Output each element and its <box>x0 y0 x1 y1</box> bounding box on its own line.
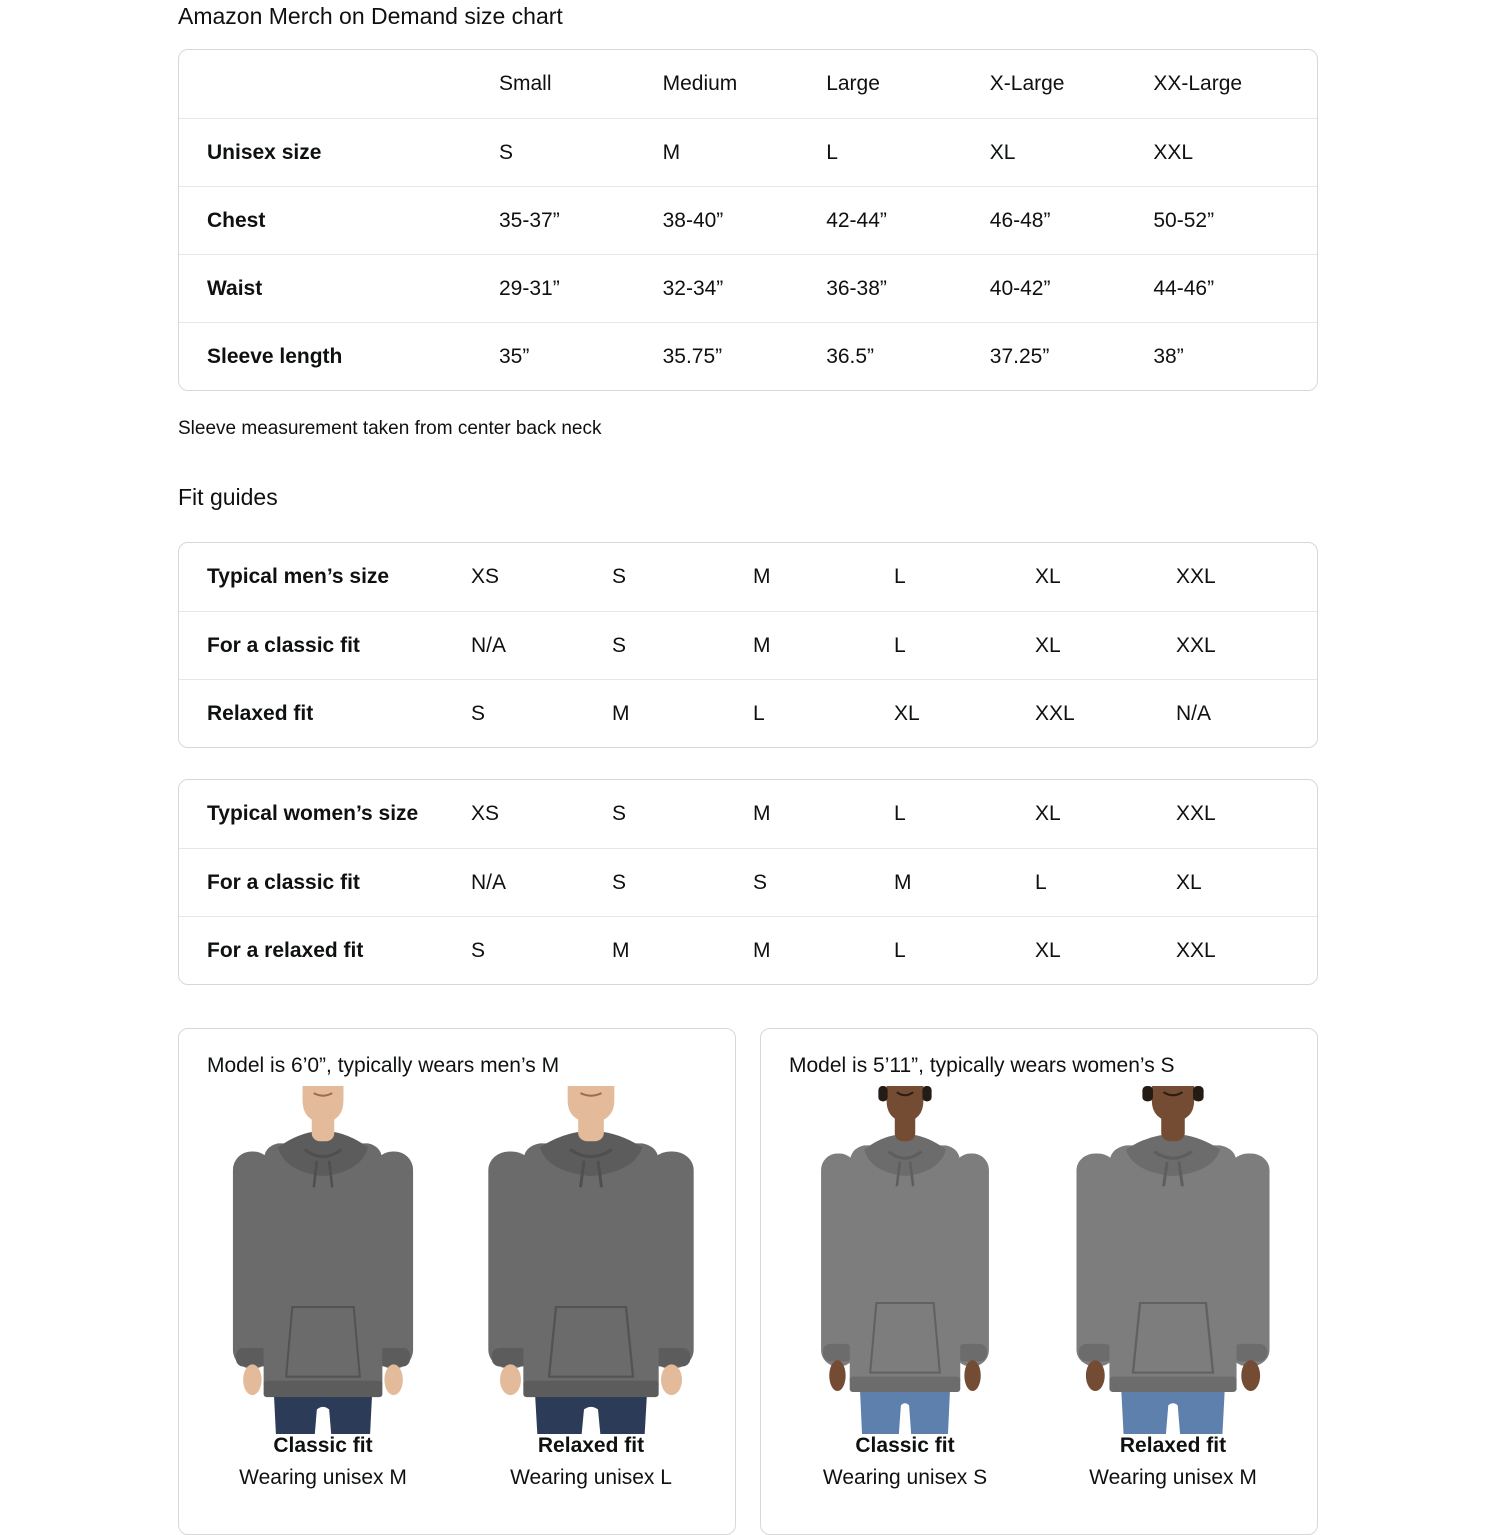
size-chart-header-row <box>179 50 1317 118</box>
size-chart-table <box>178 49 1318 391</box>
womens-model-card <box>760 1028 1318 1535</box>
column-header-xxlarge: XX-Large <box>1153 72 1243 95</box>
mens-fit-table <box>178 542 1318 748</box>
fit-cell: S <box>612 870 627 894</box>
fit-cell: M <box>612 701 630 725</box>
row-label: Relaxed fit <box>207 701 314 725</box>
model-card-title: Model is 5’11”, typically wears women’s S <box>789 1054 1175 1077</box>
fit-cell: M <box>894 870 912 894</box>
column-header-large: Large <box>826 72 880 95</box>
size-cell: M <box>662 140 681 164</box>
fit-cell: S <box>753 870 768 894</box>
column-header-small: Small <box>499 72 552 95</box>
fit-cell: M <box>753 633 771 657</box>
model-figure-classic <box>784 1086 1026 1490</box>
fit-cell: L <box>894 802 906 825</box>
fit-caption: Wearing unisex S <box>822 1466 988 1489</box>
fit-cell: XL <box>1035 938 1061 962</box>
model-figure-relaxed <box>1052 1086 1294 1490</box>
fit-cell: S <box>471 938 486 962</box>
size-cell: 29-31” <box>499 276 560 300</box>
fit-name: Relaxed fit <box>1119 1434 1227 1457</box>
size-cell: 42-44” <box>826 208 887 232</box>
fit-cell: XS <box>471 802 500 825</box>
size-cell: 32-34” <box>662 276 724 300</box>
fit-row-classic-fit <box>179 848 1317 916</box>
fit-cell: M <box>753 565 771 588</box>
table-row-waist <box>179 254 1317 322</box>
row-label: Typical women’s size <box>207 802 419 825</box>
size-cell: L <box>826 140 838 164</box>
mens-model-card <box>178 1028 736 1535</box>
male-relaxed-model-photo <box>478 1086 704 1434</box>
fit-cell: L <box>1035 870 1047 894</box>
row-label: Chest <box>207 208 266 232</box>
fit-cell: L <box>894 938 906 962</box>
fit-cell: XXL <box>1035 701 1075 725</box>
row-label: For a classic fit <box>207 870 360 894</box>
size-cell: XXL <box>1153 140 1194 164</box>
size-cell: 37.25” <box>989 344 1050 368</box>
fit-cell: S <box>612 633 627 657</box>
fit-cell: XL <box>1035 633 1061 657</box>
size-cell: 40-42” <box>989 276 1051 300</box>
model-card-title: Model is 6’0”, typically wears men’s M <box>207 1054 560 1077</box>
column-header-medium: Medium <box>662 72 738 95</box>
fit-caption: Wearing unisex M <box>1089 1466 1257 1489</box>
fit-cell: XL <box>1035 565 1061 588</box>
table-row-unisex-size <box>179 118 1317 186</box>
page-title: Amazon Merch on Demand size chart <box>178 3 563 29</box>
fit-cell: M <box>753 802 771 825</box>
fit-cell: XXL <box>1176 565 1216 588</box>
fit-cell: M <box>753 938 771 962</box>
model-figures <box>179 1086 735 1490</box>
size-cell: 35.75” <box>662 344 723 368</box>
fit-row-typical-mens-size <box>179 543 1317 611</box>
row-label: For a relaxed fit <box>207 938 364 962</box>
womens-fit-table <box>178 779 1318 985</box>
fit-cell: XXL <box>1176 633 1216 657</box>
size-cell: S <box>499 140 514 164</box>
fit-cell: N/A <box>471 870 507 894</box>
model-cards-row <box>178 1028 1318 1535</box>
fit-cell: S <box>612 565 627 588</box>
female-relaxed-model-photo <box>1060 1086 1286 1434</box>
male-classic-model-photo <box>210 1086 436 1434</box>
fit-row-relaxed-fit <box>179 916 1317 984</box>
row-label: For a classic fit <box>207 633 360 657</box>
size-cell: 38” <box>1153 344 1184 368</box>
row-label: Sleeve length <box>207 344 343 368</box>
column-header-xlarge: X-Large <box>989 72 1065 95</box>
fit-name: Classic fit <box>855 1434 955 1457</box>
fit-cell: N/A <box>471 633 507 657</box>
size-cell: 36.5” <box>826 344 875 368</box>
fit-row-typical-womens-size <box>179 780 1317 848</box>
fit-cell: XL <box>894 701 920 725</box>
fit-cell: XXL <box>1176 802 1216 825</box>
row-label: Typical men’s size <box>207 565 390 588</box>
fit-cell: XS <box>471 565 500 588</box>
fit-cell: S <box>471 701 486 725</box>
size-cell: XL <box>989 140 1016 164</box>
size-cell: 35-37” <box>499 208 560 232</box>
female-classic-model-photo <box>792 1086 1018 1434</box>
table-row-sleeve-length <box>179 322 1317 390</box>
fit-name: Classic fit <box>273 1434 373 1457</box>
size-cell: 38-40” <box>662 208 724 232</box>
model-figure-relaxed <box>470 1086 712 1490</box>
size-cell: 44-46” <box>1153 276 1215 300</box>
size-cell: 35” <box>499 344 530 368</box>
fit-cell: L <box>894 633 906 657</box>
fit-cell: XL <box>1176 870 1202 894</box>
size-cell: 36-38” <box>826 276 887 300</box>
table-row-chest <box>179 186 1317 254</box>
size-cell: 46-48” <box>989 208 1051 232</box>
fit-cell: N/A <box>1176 701 1212 725</box>
row-label: Unisex size <box>207 140 322 164</box>
fit-caption: Wearing unisex L <box>510 1466 672 1489</box>
fit-guides-heading: Fit guides <box>178 484 278 510</box>
fit-cell: L <box>894 565 906 588</box>
sleeve-measurement-note: Sleeve measurement taken from center back neck <box>178 418 602 439</box>
fit-row-classic-fit <box>179 611 1317 679</box>
fit-cell: S <box>612 802 627 825</box>
fit-row-relaxed-fit <box>179 679 1317 747</box>
fit-cell: L <box>753 701 765 725</box>
fit-cell: M <box>612 938 630 962</box>
model-figure-classic <box>202 1086 444 1490</box>
fit-name: Relaxed fit <box>537 1434 645 1457</box>
model-figures <box>761 1086 1317 1490</box>
fit-cell: XL <box>1035 802 1061 825</box>
row-label: Waist <box>207 276 263 300</box>
size-cell: 50-52” <box>1153 208 1215 232</box>
fit-cell: XXL <box>1176 938 1216 962</box>
fit-caption: Wearing unisex M <box>239 1466 407 1489</box>
